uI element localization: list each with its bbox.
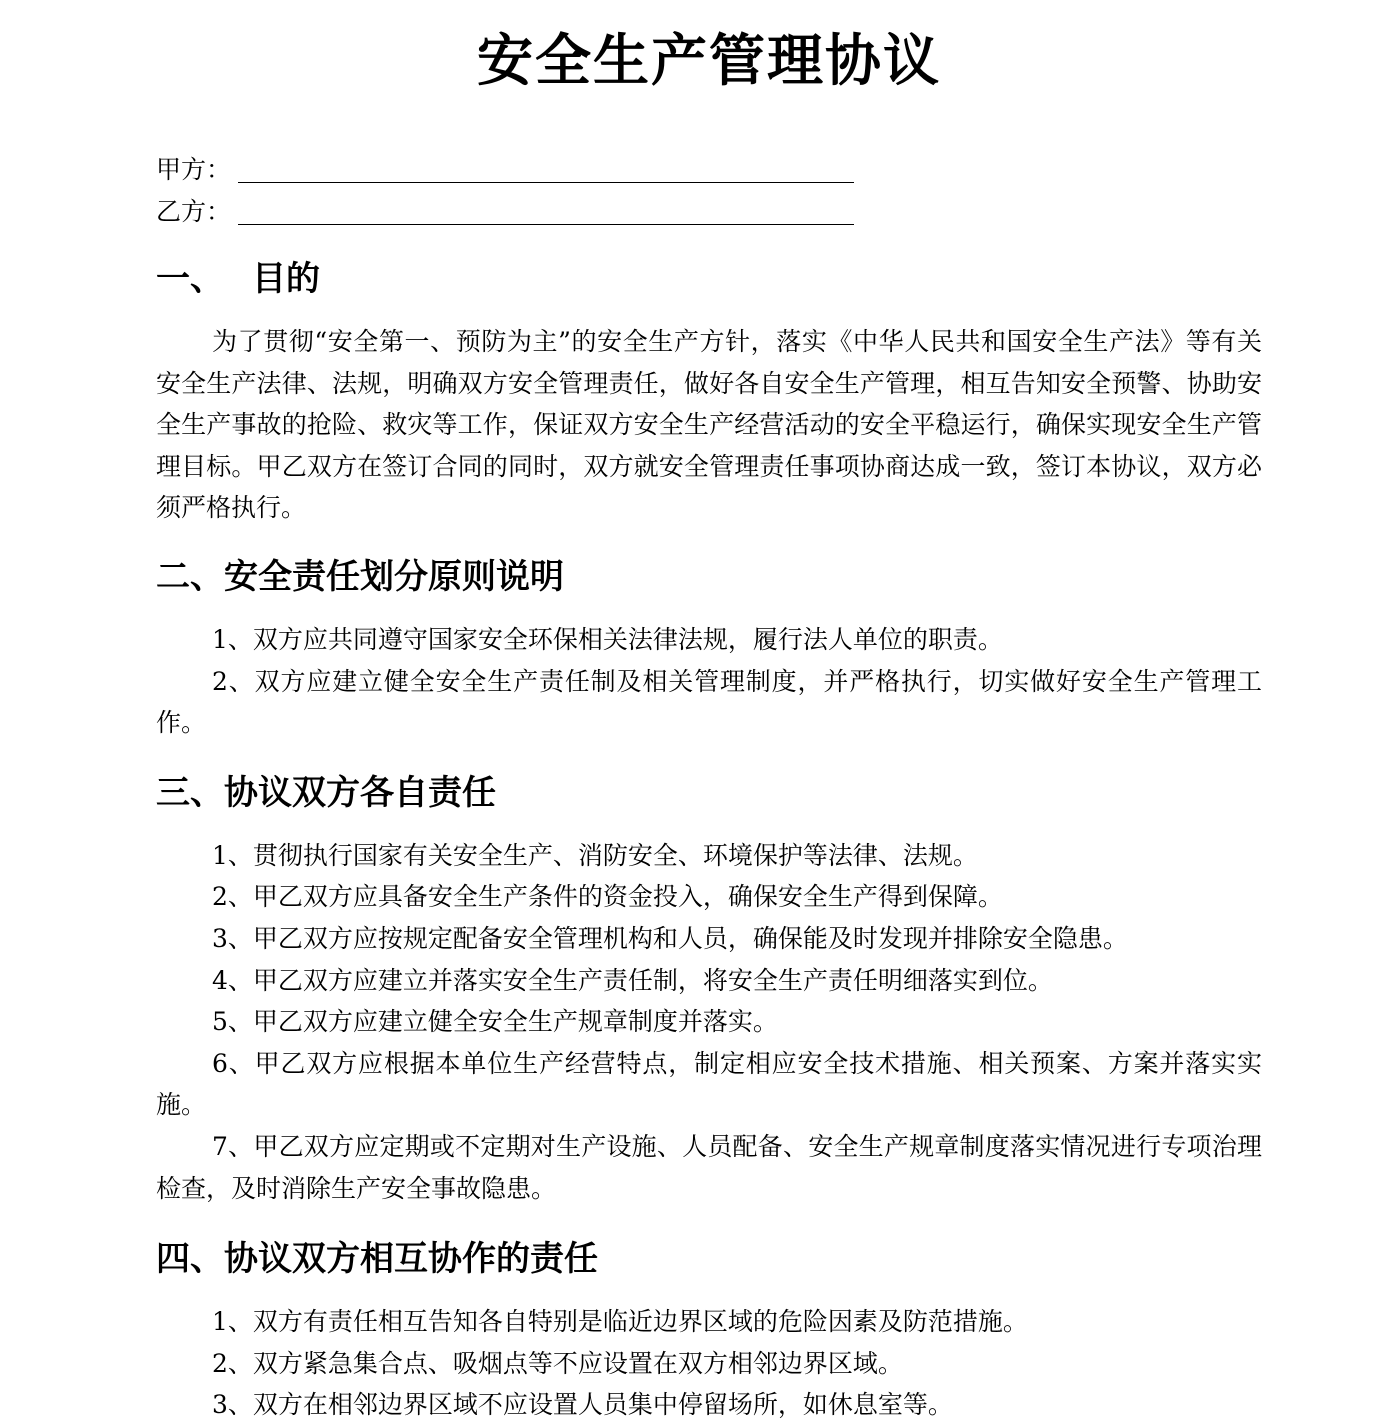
party-a-row — [156, 145, 1262, 187]
party-b-blank-line — [238, 224, 854, 225]
list-item: 5、甲乙双方应建立健全安全生产规章制度并落实。 — [212, 1007, 778, 1037]
list-item: 7、甲乙双方应定期或不定期对生产设施、人员配备、安全生产规章制度落实情况进行专项治理检查，及时消除生产安全事故隐患。 — [156, 1131, 1262, 1203]
list-item: 2、甲乙双方应具备安全生产条件的资金投入，确保安全生产得到保障。 — [212, 882, 1003, 912]
section-number: 四、 — [156, 1239, 224, 1280]
section-heading-purpose — [156, 255, 1262, 303]
section-title: 协议双方各自责任 — [224, 772, 496, 813]
section-number: 一、 — [156, 259, 224, 299]
section-heading-responsibility-division — [156, 553, 1262, 601]
section-list — [156, 835, 1262, 1209]
section-heading-each-party-duties — [156, 769, 1262, 817]
section-paragraph: 为了贯彻“安全第一、预防为主”的安全生产方针，落实《中华人民共和国安全生产法》等有关安全生产法律、法规，明确双方安全管理责任，做好各自安全生产管理，相互告知安全预警、协助安全生产事故的抢险、救灾等工作，保证双方安全生产经营活动的安全平稳运行，确保实现安全生产管理目标。甲乙双方在签订合同的同时，双方就安全管理责任事项协商达成一致，签订本协议，双方必须严格执行。 — [156, 327, 1262, 523]
section-list — [156, 1301, 1262, 1426]
party-a-label: 甲方： — [156, 155, 232, 184]
section-heading-mutual-cooperation — [156, 1235, 1262, 1283]
list-item: 6、甲乙双方应根据本单位生产经营特点，制定相应安全技术措施、相关预案、方案并落实实施。 — [156, 1048, 1262, 1120]
section-number: 三、 — [156, 772, 224, 813]
list-item: 1、贯彻执行国家有关安全生产、消防安全、环境保护等法律、法规。 — [212, 840, 978, 870]
section-number: 二、 — [156, 556, 224, 597]
list-item: 3、双方在相邻边界区域不应设置人员集中停留场所，如休息室等。 — [212, 1390, 953, 1420]
list-item: 1、双方应共同遵守国家安全环保相关法律法规，履行法人单位的职责。 — [212, 624, 1003, 654]
document-title: 安全生产管理协议 — [477, 28, 941, 94]
list-item: 2、双方紧急集合点、吸烟点等不应设置在双方相邻边界区域。 — [212, 1348, 903, 1378]
party-a-blank-line — [238, 182, 854, 183]
section-list — [156, 619, 1262, 744]
list-item: 1、双方有责任相互告知各自特别是临近边界区域的危险因素及防范措施。 — [212, 1307, 1028, 1337]
section-title: 安全责任划分原则说明 — [224, 556, 564, 597]
list-item: 3、甲乙双方应按规定配备安全管理机构和人员，确保能及时发现并排除安全隐患。 — [212, 923, 1128, 953]
document-page — [156, 0, 1262, 1426]
list-item: 4、甲乙双方应建立并落实安全生产责任制，将安全生产责任明细落实到位。 — [212, 965, 1053, 995]
section-title: 协议双方相互协作的责任 — [224, 1239, 598, 1280]
section-title: 目的 — [252, 259, 320, 299]
parties-block — [156, 145, 1262, 229]
party-b-label: 乙方： — [156, 197, 232, 226]
list-item: 2、双方应建立健全安全生产责任制及相关管理制度，并严格执行，切实做好安全生产管理工作。 — [156, 666, 1262, 738]
party-b-row — [156, 187, 1262, 229]
